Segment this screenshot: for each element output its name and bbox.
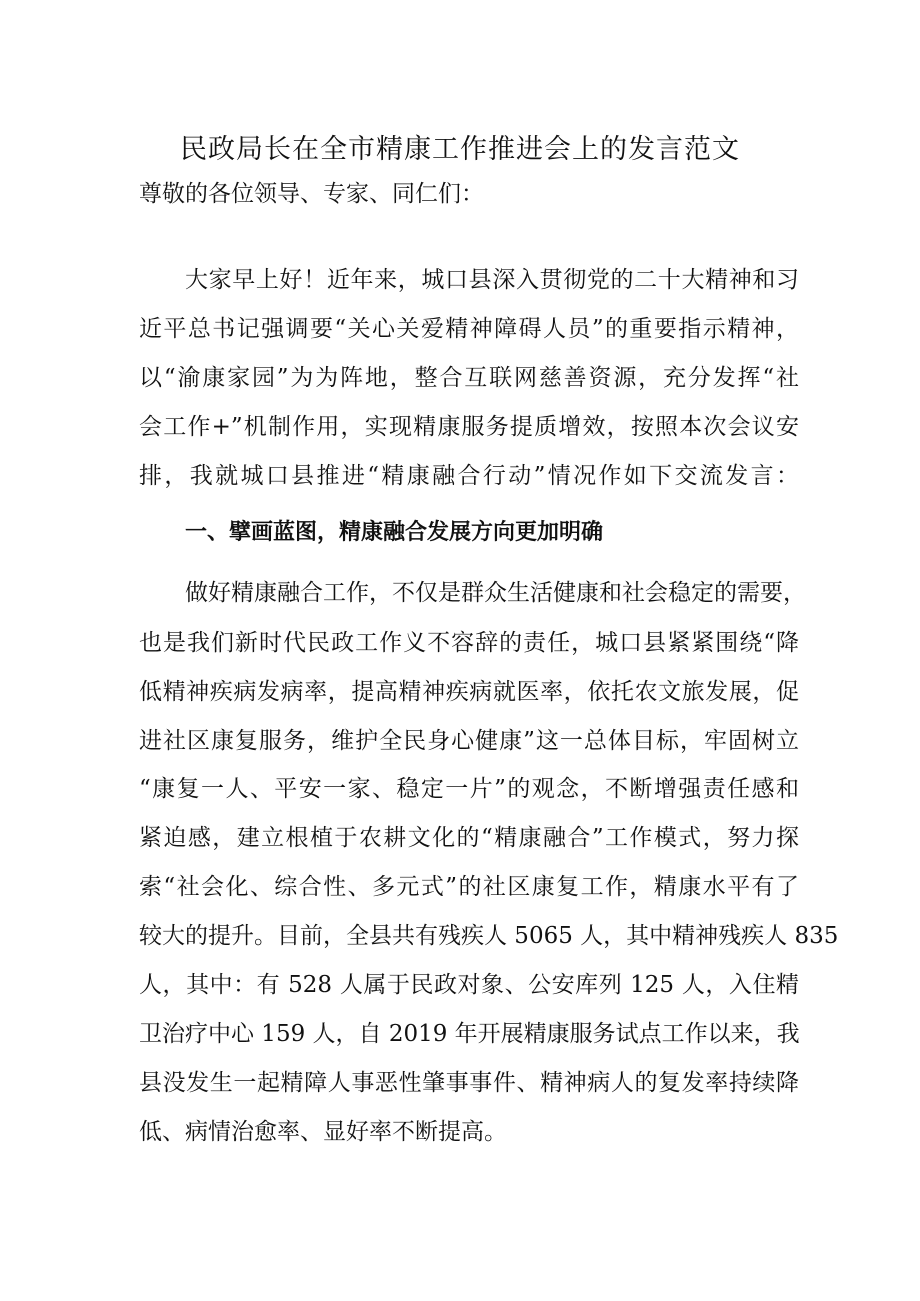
document-title: 民政局长在全市精康工作推进会上的发言范文 — [180, 134, 740, 165]
body-line-6: 紧迫感，建立根植于农耕文化的“精康融合”工作模式，努力探 — [139, 825, 799, 851]
body-line-11: 县没发生一起精障人事恶性肇事事件、精神病人的复发率持续降 — [139, 1070, 799, 1096]
intro-line-2: 近平总书记强调要“关心关爱精神障碍人员”的重要指示精神， — [139, 316, 799, 342]
intro-line-3: 以“渝康家园”为为阵地，整合互联网慈善资源，充分发挥“社 — [139, 365, 799, 391]
body-line-1: 做好精康融合工作，不仅是群众生活健康和社会稳定的需要， — [185, 580, 806, 606]
body-line-5: “康复一人、平安一家、稳定一片”的观念，不断增强责任感和 — [139, 776, 799, 802]
body-line-10: 卫治疗中心 159 人，自 2019 年开展精康服务试点工作以来，我 — [139, 1021, 800, 1047]
body-line-2: 也是我们新时代民政工作义不容辞的责任，城口县紧紧围绕“降 — [139, 630, 799, 656]
body-line-4: 进社区康复服务，维护全民身心健康”这一总体目标，牢固树立 — [139, 728, 799, 754]
body-line-9: 人，其中：有 528 人属于民政对象、公安库列 125 人，入住精 — [139, 972, 799, 998]
intro-line-4: 会工作+”机制作用，实现精康服务提质增效，按照本次会议安 — [139, 414, 799, 440]
body-line-12: 低、病情治愈率、显好率不断提高。 — [139, 1119, 507, 1145]
salutation: 尊敬的各位领导、专家、同仁们： — [139, 181, 484, 207]
body-line-8: 较大的提升。目前，全县共有残疾人 5065 人，其中精神残疾人 835 — [139, 923, 839, 949]
intro-line-5: 排，我就城口县推进“精康融合行动”情况作如下交流发言： — [139, 463, 799, 489]
section-heading: 一、擘画蓝图，精康融合发展方向更加明确 — [185, 520, 604, 545]
body-line-3: 低精神疾病发病率，提高精神疾病就医率，依托农文旅发展，促 — [139, 679, 799, 705]
intro-line-1: 大家早上好！近年来，城口县深入贯彻党的二十大精神和习 — [185, 267, 799, 293]
body-line-7: 索“社会化、综合性、多元式”的社区康复工作，精康水平有了 — [139, 874, 799, 900]
